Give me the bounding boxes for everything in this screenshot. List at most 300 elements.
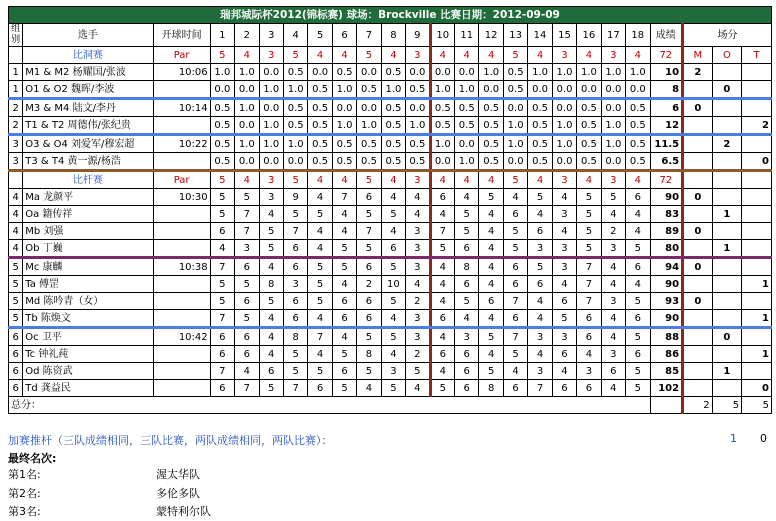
par-label: Par xyxy=(153,171,210,189)
hole-score: 2 xyxy=(601,223,625,240)
hole-score: 5 xyxy=(308,293,332,310)
hole-score: 6 xyxy=(210,328,234,346)
table-row xyxy=(9,328,772,346)
par-value: 4 xyxy=(528,171,552,189)
hole-score: 6 xyxy=(283,293,307,310)
hole-score: 0.0 xyxy=(455,135,479,153)
tee-time xyxy=(153,223,210,240)
player-name: Ma 龙颜平 xyxy=(23,189,153,206)
hole-score: 6 xyxy=(528,276,552,293)
hole-score: 0.0 xyxy=(210,81,234,99)
hole-score: 6 xyxy=(357,258,381,276)
hole-score: 5 xyxy=(455,206,479,223)
par-value: 3 xyxy=(406,47,430,64)
player-name: M3 & M4 陆文/李丹 xyxy=(23,99,153,117)
total-score: 6 xyxy=(650,99,683,117)
hole-score: 6 xyxy=(577,328,601,346)
hole-score: 0.0 xyxy=(406,64,430,81)
hole-score: 5 xyxy=(406,363,430,380)
table-row xyxy=(9,81,772,99)
hole-score: 1.0 xyxy=(406,117,430,135)
points-m xyxy=(683,328,713,346)
par-value: 4 xyxy=(577,47,601,64)
hole-score: 0.5 xyxy=(577,117,601,135)
hole-score: 1.0 xyxy=(381,81,405,99)
hole-score: 6 xyxy=(577,310,601,328)
hole-score: 0.5 xyxy=(381,117,405,135)
hole-score: 4 xyxy=(601,380,625,397)
par-value: 4 xyxy=(626,47,650,64)
hole-header: 1 xyxy=(210,24,234,47)
points-m: 0 xyxy=(683,189,713,206)
hole-score: 1.0 xyxy=(235,64,259,81)
par-value: 4 xyxy=(332,171,356,189)
total-score: 10 xyxy=(650,64,683,81)
hole-score: 6 xyxy=(455,276,479,293)
par-value: 3 xyxy=(601,171,625,189)
rank-1 xyxy=(8,466,200,482)
hole-score: 4 xyxy=(308,240,332,258)
hole-score: 0.0 xyxy=(479,81,503,99)
hole-score: 2 xyxy=(406,293,430,310)
hole-score: 5 xyxy=(235,276,259,293)
hole-score: 0.5 xyxy=(332,135,356,153)
hole-score: 6 xyxy=(626,310,650,328)
hole-score: 4 xyxy=(601,276,625,293)
hole-score: 4 xyxy=(479,206,503,223)
hole-score: 1.0 xyxy=(357,117,381,135)
hole-score: 5 xyxy=(332,240,356,258)
hole-score: 7 xyxy=(577,258,601,276)
hole-score: 0.5 xyxy=(406,135,430,153)
hole-score: 5 xyxy=(601,189,625,206)
hole-score: 0.0 xyxy=(259,64,283,81)
hole-score: 1.0 xyxy=(235,135,259,153)
total-t: 5 xyxy=(742,397,772,414)
tee-time xyxy=(153,276,210,293)
hole-score: 0.0 xyxy=(601,153,625,171)
hole-score: 5 xyxy=(503,240,527,258)
par-value: 4 xyxy=(235,171,259,189)
points-m: 2 xyxy=(683,64,713,81)
points-t-header xyxy=(742,171,772,189)
hole-score: 0.0 xyxy=(235,117,259,135)
group-number: 6 xyxy=(9,380,23,397)
hole-score: 5 xyxy=(235,189,259,206)
total-score: 6.5 xyxy=(650,153,683,171)
hole-score: 4 xyxy=(626,206,650,223)
points-o: 2 xyxy=(712,135,742,153)
points-m xyxy=(683,310,713,328)
hole-score: 5 xyxy=(552,310,576,328)
tee-time: 10:30 xyxy=(153,189,210,206)
hole-header: 13 xyxy=(503,24,527,47)
hole-score: 0.0 xyxy=(503,99,527,117)
hole-score: 5 xyxy=(626,328,650,346)
par-value: 3 xyxy=(601,47,625,64)
hole-score: 4 xyxy=(479,240,503,258)
points-t: 2 xyxy=(742,117,772,135)
group-number: 5 xyxy=(9,276,23,293)
hole-score: 1.0 xyxy=(503,117,527,135)
hole-score: 0.5 xyxy=(381,153,405,171)
hole-score: 4 xyxy=(259,206,283,223)
hole-score: 4 xyxy=(601,206,625,223)
hole-score: 2 xyxy=(406,346,430,363)
hole-score: 7 xyxy=(283,380,307,397)
rank-2 xyxy=(8,485,200,501)
par-value: 4 xyxy=(528,47,552,64)
hole-score: 0.5 xyxy=(626,117,650,135)
hole-score: 0.5 xyxy=(381,99,405,117)
par-total: 72 xyxy=(650,171,683,189)
hole-score: 6 xyxy=(455,380,479,397)
hole-score: 4 xyxy=(430,363,454,380)
rank-team: 蒙特利尔队 xyxy=(156,505,211,518)
hole-score: 6 xyxy=(283,240,307,258)
hole-score: 5 xyxy=(577,206,601,223)
hole-score: 3 xyxy=(552,258,576,276)
player-name: Tc 钟礼莼 xyxy=(23,346,153,363)
table-row xyxy=(9,189,772,206)
tee-time: 10:14 xyxy=(153,99,210,117)
hole-score: 0.5 xyxy=(406,81,430,99)
group-number: 2 xyxy=(9,117,23,135)
hole-score: 0.0 xyxy=(528,81,552,99)
hole-score: 0.5 xyxy=(210,117,234,135)
total-score: 90 xyxy=(650,189,683,206)
hole-header: 9 xyxy=(406,24,430,47)
group-number: 4 xyxy=(9,206,23,223)
player-name: O3 & O4 刘爱军/穆宏超 xyxy=(23,135,153,153)
hole-score: 4 xyxy=(528,346,552,363)
hole-score: 5 xyxy=(357,363,381,380)
hole-score: 6 xyxy=(357,293,381,310)
player-name: Oc 卫平 xyxy=(23,328,153,346)
hole-score: 5 xyxy=(259,293,283,310)
points-t xyxy=(742,328,772,346)
player-name: Md 陈吟青（女） xyxy=(23,293,153,310)
player-name: O1 & O2 魏晖/李波 xyxy=(23,81,153,99)
hole-header: 8 xyxy=(381,24,405,47)
hole-score: 5 xyxy=(430,380,454,397)
hole-score: 3 xyxy=(528,328,552,346)
tee-time xyxy=(153,117,210,135)
points-o xyxy=(712,223,742,240)
hole-score: 7 xyxy=(430,223,454,240)
group-number: 4 xyxy=(9,223,23,240)
total-score: 11.5 xyxy=(650,135,683,153)
hole-score: 0.5 xyxy=(626,99,650,117)
group-number: 4 xyxy=(9,240,23,258)
hole-score: 4 xyxy=(479,346,503,363)
hole-score: 5 xyxy=(479,363,503,380)
table-row xyxy=(9,380,772,397)
hole-score: 6 xyxy=(528,223,552,240)
hole-score: 1.0 xyxy=(552,117,576,135)
hole-score: 0.5 xyxy=(455,99,479,117)
tee-time: 10:22 xyxy=(153,135,210,153)
scorecard xyxy=(8,6,772,414)
hole-score: 6 xyxy=(455,346,479,363)
points-t xyxy=(742,64,772,81)
points-o xyxy=(712,310,742,328)
header-row xyxy=(9,24,772,47)
hole-score: 7 xyxy=(210,310,234,328)
section-label: 比洞赛 xyxy=(23,47,153,64)
hole-score: 4 xyxy=(259,310,283,328)
points-m: 0 xyxy=(683,258,713,276)
player-name: Mc 康麟 xyxy=(23,258,153,276)
hole-score: 4 xyxy=(626,223,650,240)
hole-score: 3 xyxy=(283,276,307,293)
hole-score: 0.0 xyxy=(259,99,283,117)
hole-header: 11 xyxy=(455,24,479,47)
par-value: 5 xyxy=(210,47,234,64)
hole-score: 6 xyxy=(455,363,479,380)
hole-score: 4 xyxy=(406,276,430,293)
total-score: 88 xyxy=(650,328,683,346)
player-name: Tb 陈焕文 xyxy=(23,310,153,328)
score-header: 成绩 xyxy=(650,24,683,47)
hole-score: 0.5 xyxy=(406,153,430,171)
tiebreak-label: 加赛推杆（三队成绩相同，三队比赛，两队成绩相同，两队比赛）： xyxy=(8,434,333,447)
hole-score: 3 xyxy=(601,240,625,258)
par-value: 4 xyxy=(430,47,454,64)
hole-score: 6 xyxy=(235,328,259,346)
par-row xyxy=(9,171,772,189)
total-score: 93 xyxy=(650,293,683,310)
hole-score: 5 xyxy=(381,258,405,276)
hole-score: 6 xyxy=(479,293,503,310)
group-number: 2 xyxy=(9,99,23,117)
hole-score: 4 xyxy=(406,380,430,397)
points-m-header xyxy=(683,171,713,189)
hole-score: 4 xyxy=(552,363,576,380)
table-row xyxy=(9,153,772,171)
hole-score: 1.0 xyxy=(235,99,259,117)
hole-score: 6 xyxy=(332,310,356,328)
hole-score: 0.5 xyxy=(528,117,552,135)
hole-header: 2 xyxy=(235,24,259,47)
hole-score: 6 xyxy=(308,380,332,397)
hole-score: 0.5 xyxy=(308,117,332,135)
hole-score: 7 xyxy=(503,328,527,346)
hole-score: 1.0 xyxy=(332,81,356,99)
hole-score: 5 xyxy=(283,363,307,380)
hole-score: 6 xyxy=(283,310,307,328)
hole-score: 0.0 xyxy=(601,81,625,99)
hole-score: 3 xyxy=(528,363,552,380)
par-value: 5 xyxy=(357,47,381,64)
player-name: Td 龚益民 xyxy=(23,380,153,397)
hole-header: 15 xyxy=(552,24,576,47)
hole-score: 4 xyxy=(455,310,479,328)
hole-score: 1.0 xyxy=(626,64,650,81)
hole-score: 7 xyxy=(577,293,601,310)
hole-score: 5 xyxy=(308,276,332,293)
par-value: 5 xyxy=(503,171,527,189)
hole-score: 4 xyxy=(430,276,454,293)
hole-score: 5 xyxy=(283,346,307,363)
hole-score: 3 xyxy=(552,328,576,346)
hole-score: 4 xyxy=(308,310,332,328)
hole-score: 7 xyxy=(357,223,381,240)
hole-score: 1.0 xyxy=(259,135,283,153)
hole-score: 0.0 xyxy=(552,99,576,117)
hole-score: 5 xyxy=(503,346,527,363)
player-header: 选手 xyxy=(23,24,153,47)
hole-score: 4 xyxy=(479,258,503,276)
group-number: 6 xyxy=(9,328,23,346)
hole-score: 7 xyxy=(283,223,307,240)
total-score: 80 xyxy=(650,240,683,258)
hole-score: 4 xyxy=(601,258,625,276)
group-number: 1 xyxy=(9,64,23,81)
hole-header: 18 xyxy=(626,24,650,47)
hole-score: 6 xyxy=(235,258,259,276)
points-m xyxy=(683,135,713,153)
hole-score: 1.0 xyxy=(479,64,503,81)
hole-score: 4 xyxy=(503,189,527,206)
hole-score: 1.0 xyxy=(601,64,625,81)
total-m: 2 xyxy=(683,397,713,414)
hole-score: 1.0 xyxy=(283,135,307,153)
hole-score: 4 xyxy=(479,276,503,293)
hole-score: 0.5 xyxy=(528,153,552,171)
hole-score: 7 xyxy=(308,328,332,346)
hole-score: 0.0 xyxy=(552,81,576,99)
hole-score: 5 xyxy=(577,189,601,206)
tee-time xyxy=(153,363,210,380)
points-o xyxy=(712,380,742,397)
hole-score: 0.0 xyxy=(577,81,601,99)
hole-score: 4 xyxy=(357,380,381,397)
hole-score: 0.0 xyxy=(430,153,454,171)
tee-time xyxy=(153,81,210,99)
hole-score: 3 xyxy=(406,310,430,328)
hole-score: 5 xyxy=(210,293,234,310)
hole-score: 0.5 xyxy=(308,81,332,99)
table-row xyxy=(9,293,772,310)
total-score: 83 xyxy=(650,206,683,223)
points-t xyxy=(742,223,772,240)
points-o xyxy=(712,293,742,310)
points-t xyxy=(742,293,772,310)
tee-time xyxy=(153,310,210,328)
hole-score: 5 xyxy=(528,189,552,206)
hole-score: 4 xyxy=(406,189,430,206)
hole-score: 6 xyxy=(210,223,234,240)
tiebreak-line xyxy=(8,432,772,448)
hole-score: 3 xyxy=(552,206,576,223)
hole-score: 7 xyxy=(235,206,259,223)
group-number: 5 xyxy=(9,258,23,276)
hole-score: 4 xyxy=(332,328,356,346)
points-t xyxy=(742,258,772,276)
hole-score: 0.5 xyxy=(430,99,454,117)
hole-score: 3 xyxy=(406,258,430,276)
player-name: Ob 丁巍 xyxy=(23,240,153,258)
hole-score: 0.5 xyxy=(455,117,479,135)
hole-score: 5 xyxy=(357,328,381,346)
points-m xyxy=(683,380,713,397)
hole-header: 16 xyxy=(577,24,601,47)
hole-header: 7 xyxy=(357,24,381,47)
par-value: 3 xyxy=(259,171,283,189)
points-t xyxy=(742,99,772,117)
hole-score: 0.0 xyxy=(406,99,430,117)
tee-time: 10:06 xyxy=(153,64,210,81)
hole-score: 4 xyxy=(528,293,552,310)
par-value: 4 xyxy=(308,171,332,189)
hole-score: 1.0 xyxy=(210,64,234,81)
player-name: Mb 刘强 xyxy=(23,223,153,240)
hole-score: 4 xyxy=(308,223,332,240)
points-o: 1 xyxy=(712,206,742,223)
points-o xyxy=(712,153,742,171)
hole-score: 6 xyxy=(332,293,356,310)
hole-score: 0.0 xyxy=(430,64,454,81)
par-value: 4 xyxy=(626,171,650,189)
hole-score: 1.0 xyxy=(577,64,601,81)
hole-score: 4 xyxy=(601,328,625,346)
hole-score: 0.0 xyxy=(357,99,381,117)
points-t xyxy=(742,189,772,206)
hole-score: 9 xyxy=(283,189,307,206)
hole-score: 5 xyxy=(455,223,479,240)
hole-score: 4 xyxy=(332,223,356,240)
page-title: 瑞邦城际杯2012(锦标赛) 球场：Brockville 比赛日期：2012-09-09 xyxy=(9,7,772,24)
tee-time xyxy=(153,380,210,397)
hole-score: 3 xyxy=(406,223,430,240)
rank-3 xyxy=(8,503,211,519)
totals-row xyxy=(9,397,772,414)
par-value: 3 xyxy=(259,47,283,64)
par-row xyxy=(9,47,772,64)
hole-score: 4 xyxy=(503,363,527,380)
hole-score: 1.0 xyxy=(601,117,625,135)
hole-score: 0.0 xyxy=(455,64,479,81)
hole-score: 7 xyxy=(235,223,259,240)
hole-score: 0.5 xyxy=(479,99,503,117)
hole-score: 1.0 xyxy=(455,81,479,99)
hole-score: 4 xyxy=(626,276,650,293)
table-row xyxy=(9,64,772,81)
hole-score: 4 xyxy=(259,346,283,363)
points-m: 0 xyxy=(683,99,713,117)
total-o: 5 xyxy=(712,397,742,414)
hole-score: 1.0 xyxy=(259,117,283,135)
points-m xyxy=(683,363,713,380)
hole-score: 4 xyxy=(332,206,356,223)
hole-score: 0.5 xyxy=(528,99,552,117)
hole-score: 4 xyxy=(210,240,234,258)
hole-score: 0.0 xyxy=(283,153,307,171)
hole-score: 7 xyxy=(332,189,356,206)
rank-label: 第2名: xyxy=(8,487,41,500)
hole-score: 6 xyxy=(626,258,650,276)
par-value: 5 xyxy=(210,171,234,189)
hole-score: 4 xyxy=(332,276,356,293)
hole-score: 1.0 xyxy=(528,64,552,81)
hole-score: 5 xyxy=(503,223,527,240)
hole-score: 1.0 xyxy=(430,81,454,99)
hole-score: 5 xyxy=(357,206,381,223)
hole-score: 3 xyxy=(381,363,405,380)
hole-score: 6 xyxy=(503,310,527,328)
hole-score: 4 xyxy=(406,206,430,223)
